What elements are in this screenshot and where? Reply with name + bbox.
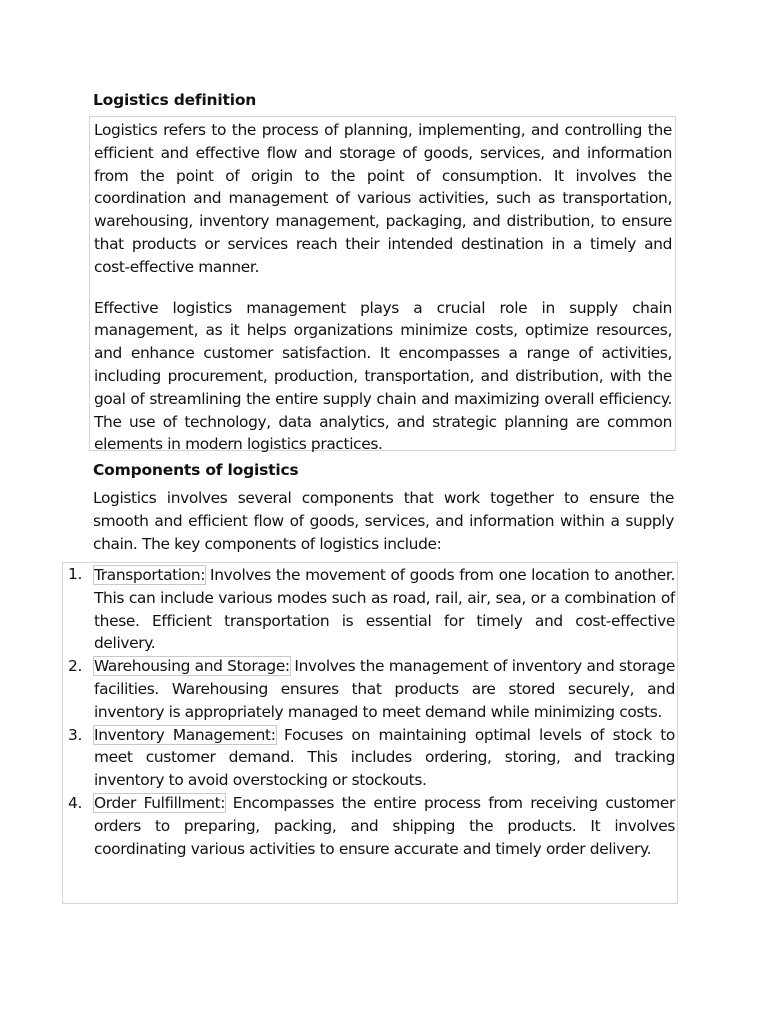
list-item <box>63 563 677 655</box>
definition-paragraph-1: Logistics refers to the process of planning, implementing, and controlling the efficient and effective flow and storage of goods, services, and information from the point of origin to the point of consumption. It involves the coordination and management of various activities, such as transportation, warehousing, inventory management, packaging, and distribution, to ensure that products or services reach their intended destination in a timely and cost-effective manner. <box>94 121 672 276</box>
list-item <box>63 655 677 723</box>
list-item-number: 4. <box>68 793 82 812</box>
list-item-term: Inventory Management: <box>94 725 276 744</box>
list-item-text: Involves the management of inventory and storage facilities. Warehousing ensures that products are stored securely, and inventory is appropriately managed to meet demand while minimizing costs. <box>94 657 675 721</box>
definition-paragraph-2: Effective logistics management plays a crucial role in supply chain management, as it helps organizations minimize costs, optimize resources, and enhance customer satisfaction. It encompasses a range of activities, including procurement, production, transportation, and distribution, with the goal of streamlining the entire supply chain and maximizing overall efficiency. The use of technology, data analytics, and strategic planning are common elements in modern logistics practices. <box>94 298 672 454</box>
components-list-block <box>62 562 678 904</box>
list-item-term: Transportation: <box>94 566 206 584</box>
list-item-number: 1. <box>68 565 82 583</box>
list-item-term: Warehousing and Storage: <box>94 657 290 676</box>
components-intro-paragraph: Logistics involves several components that work together to ensure the smooth and efficient flow of goods, services, and information within a supply chain. The key components of logistics include: <box>93 489 674 553</box>
section-heading-components: Components of logistics <box>93 461 299 479</box>
list-item-text: Focuses on maintaining optimal levels of stock to meet customer demand. This includes ordering, storing, and tracking inventory to avoid overstocking or stockouts. <box>94 725 675 790</box>
list-item-text: Encompasses the entire process from receiving customer orders to preparing, packing, and shipping the products. It involves coordinating various activities to ensure accurate and timely order delivery. <box>94 793 675 858</box>
list-item-number: 2. <box>68 657 82 676</box>
list-item <box>63 792 677 860</box>
list-item-number: 3. <box>68 725 82 744</box>
definition-text-block <box>89 116 676 454</box>
list-item-term: Order Fulfillment: <box>94 793 226 812</box>
list-item-text: Involves the movement of goods from one location to another. This can include various modes such as road, rail, air, sea, or a combination of these. Efficient transportation is essential for timely and cost-effective delivery. <box>94 566 675 653</box>
list-item <box>63 724 677 792</box>
components-list <box>63 563 677 860</box>
section-heading-definition: Logistics definition <box>93 91 257 109</box>
